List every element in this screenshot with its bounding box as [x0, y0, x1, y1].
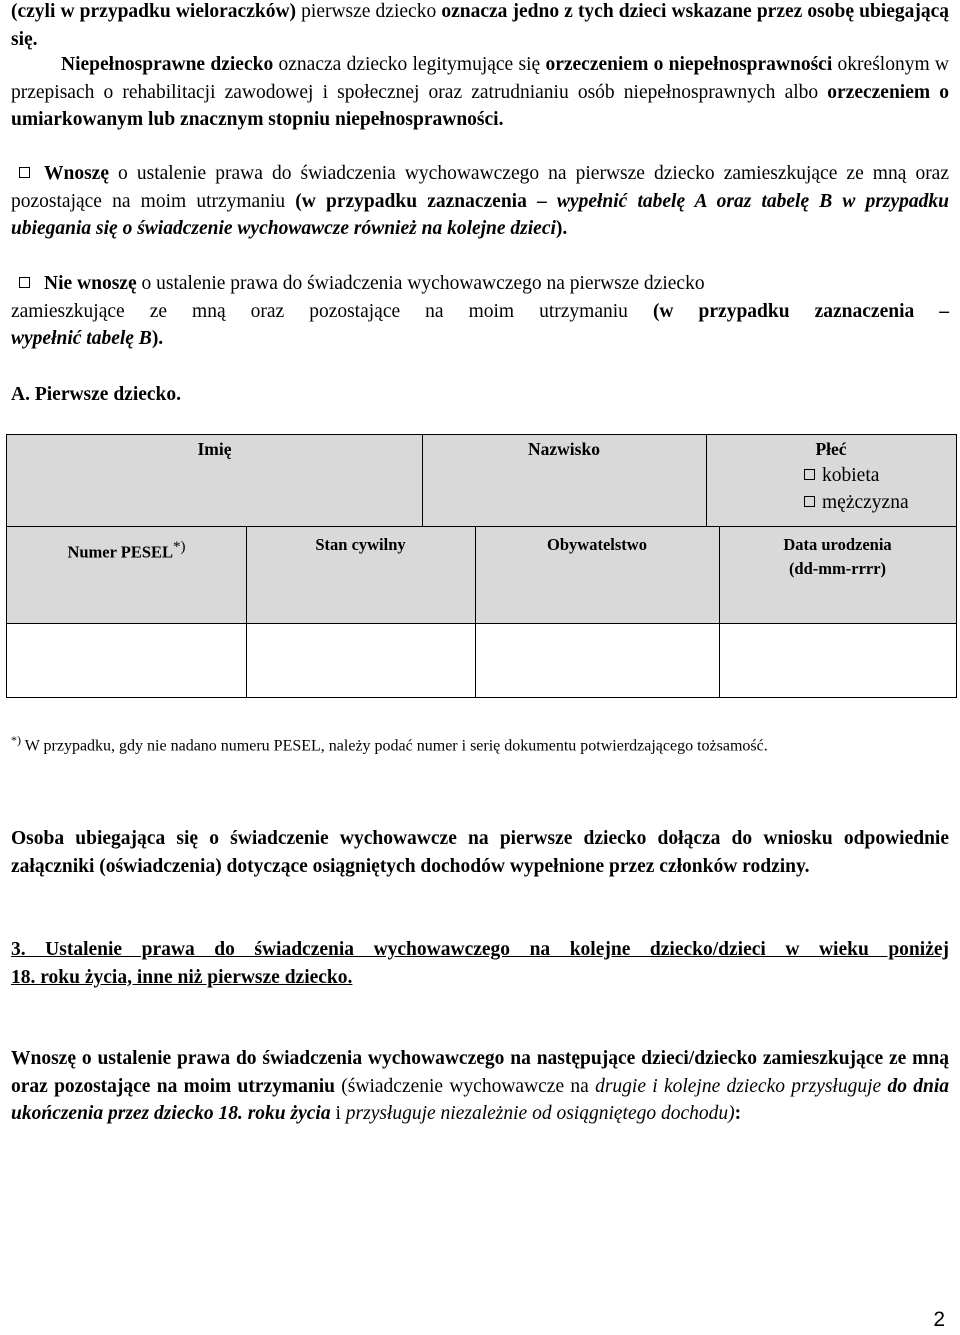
multiple-birth-note: (czyli w przypadku wieloraczków) pierwsze dziecko oznacza jedno z tych dzieci wskazane przez osobę ubiegającą się. [11, 1, 950, 50]
apply-checkbox[interactable] [19, 167, 30, 178]
option-apply: Wnoszę o ustalenie prawa do świadczenia wychowawczego na pierwsze dziecko zamieszkujące ze mną oraz pozostające na moim utrzymaniu (w przypadku zaznaczenia – wypełnić tabelę A oraz tabelę B w przypadku ubiegania się o świadczenie wychowawcze również na kolejne dzieci). [11, 163, 949, 239]
header-citizenship: Obywatelstwo [547, 535, 647, 554]
header-pesel: Numer PESEL*) [67, 539, 186, 562]
header-sex: Płeć [815, 439, 847, 459]
sex-option-female[interactable]: kobieta [804, 462, 909, 489]
page-number: 2 [933, 1308, 945, 1331]
further-children-request: Wnoszę o ustalenie prawa do świadczenia wychowawczego na następujące dzieci/dziecko zamieszkujące ze mną oraz pozostające na moim utrzymaniu (świadczenie wychowawcze na drugie i kolejne dziecko przysługuje do dnia ukończenia przez dziecko 18. roku życia i przysługuje niezależnie od osiągniętego dochodu): [11, 1048, 949, 1124]
marital-status-field[interactable] [247, 624, 475, 697]
not-apply-checkbox[interactable] [19, 277, 30, 288]
male-checkbox[interactable] [804, 496, 815, 507]
birth-date-field[interactable] [720, 624, 956, 697]
first-child-table [6, 434, 957, 698]
section-a-heading: A. Pierwsze dziecko. [11, 384, 182, 405]
section-3-heading: 3. Ustalenie prawa do świadczenia wychowawczego na kolejne dziecko/dzieci w wieku poniżej 18. roku życia, inne niż pierwsze dziecko. [11, 939, 949, 988]
citizenship-field[interactable] [476, 624, 719, 697]
sex-option-male[interactable]: mężczyzna [804, 489, 909, 516]
disabled-child-definition: Niepełnosprawne dziecko oznacza dziecko legitymujące się orzeczeniem o niepełnosprawności określonym w przepisach o rehabilitacji zawodowej i społecznej oraz zatrudnianiu osób niepełnosprawnych albo orzeczeniem o umiarkowanym lub znacznym stopniu niepełnosprawności. [11, 54, 950, 130]
attachments-note: Osoba ubiegająca się o świadczenie wychowawcze na pierwsze dziecko dołącza do wniosku odpowiednie załączniki (oświadczenia) dotyczące osiągniętych dochodów wypełnione przez członków rodziny. [11, 828, 949, 877]
table-row-name [7, 435, 956, 527]
header-birth-date: Data urodzenia (dd-mm-rrrr) [783, 535, 892, 578]
female-checkbox[interactable] [804, 469, 815, 480]
table-row-input [7, 624, 956, 697]
header-marital-status: Stan cywilny [315, 535, 406, 554]
sex-options [804, 462, 909, 516]
option-not-apply: Nie wnoszę o ustalenie prawa do świadczenia wychowawczego na pierwsze dziecko zamieszkujące ze mną oraz pozostające na moim utrzymaniu (w przypadku zaznaczenia – wypełnić tabelę B). [11, 273, 950, 349]
header-last-name: Nazwisko [528, 439, 600, 459]
table-row-details [7, 527, 956, 624]
pesel-field[interactable] [7, 624, 246, 697]
header-first-name: Imię [197, 439, 232, 459]
pesel-footnote: *) W przypadku, gdy nie nadano numeru PESEL, należy podać numer i serię dokumentu potwierdzającego tożsamość. [11, 733, 768, 755]
